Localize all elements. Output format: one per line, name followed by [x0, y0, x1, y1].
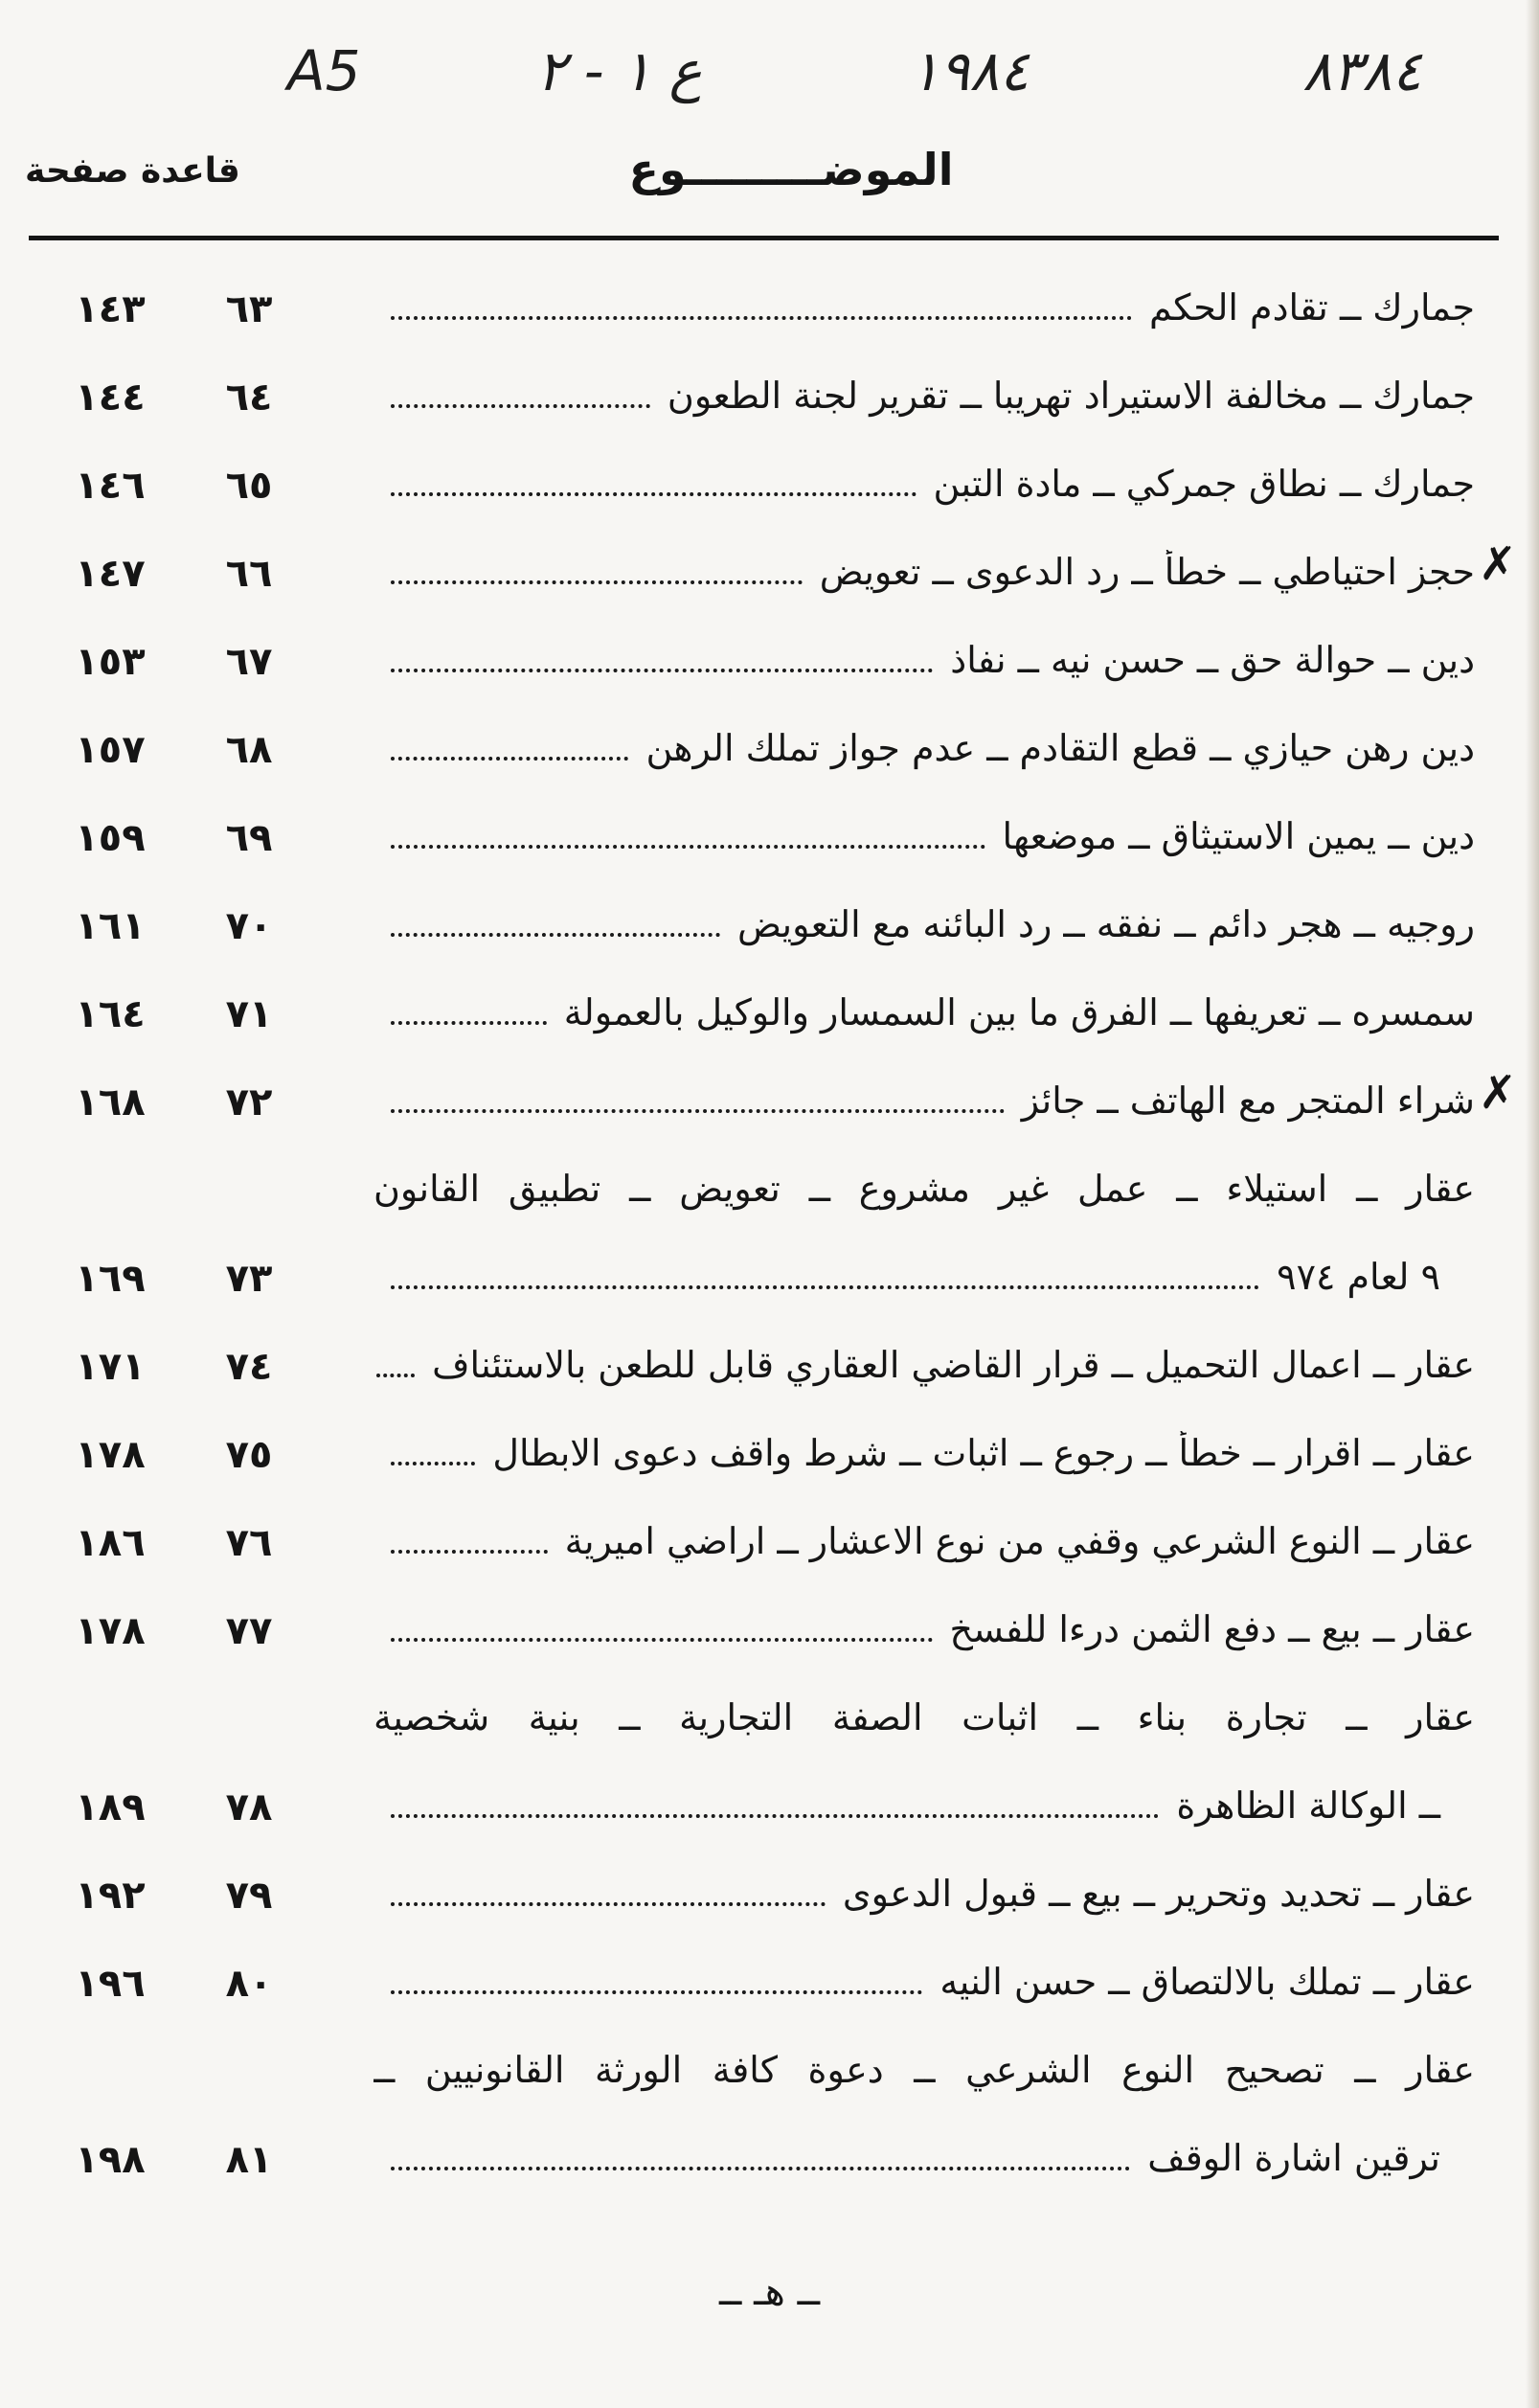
entry-topic-line: [373, 902, 1475, 946]
entry-topic-line: [373, 1607, 1475, 1651]
entry-rule-number: ٧٧: [225, 1609, 273, 1653]
handwritten-cross-mark: ✗: [1478, 537, 1517, 591]
entry-topic: دين ــ حوالة حق ــ حسن نيه ــ نفاذ: [950, 639, 1475, 681]
toc-entry: [57, 1414, 1475, 1502]
entry-topic: عقار ــ بيع ــ دفع الثمن درءا للفسخ: [949, 1608, 1475, 1650]
entry-page-number: ١٦٨: [75, 1080, 146, 1124]
dot-leader: [391, 757, 628, 761]
entry-topic: جمارك ــ نطاق جمركي ــ مادة التبن: [933, 463, 1475, 505]
dot-leader: [376, 1374, 415, 1377]
entry-rule-number: ٦٩: [225, 816, 273, 860]
dot-leader: [391, 316, 1132, 320]
number-column-headings: [25, 151, 240, 191]
entry-topic-line: [373, 814, 1475, 858]
entry-page-number: ١٥٩: [75, 816, 146, 860]
dot-leader: [391, 1902, 826, 1906]
entry-topic: روجيه ــ هجر دائم ــ نفقه ــ رد البائنه مع التعويض: [736, 903, 1475, 945]
entry-page-number: ١٧٨: [75, 1433, 146, 1477]
entry-page-number: ١٩٨: [75, 2138, 146, 2182]
dot-leader: [391, 845, 985, 849]
handwritten-annotations: [0, 38, 1539, 144]
toc-entry: [57, 1061, 1517, 1149]
entry-page-number: ١٤٦: [75, 464, 146, 508]
dot-leader: [391, 492, 917, 496]
entry-rule-number: ٧٩: [225, 1874, 273, 1918]
entry-rule-number: ٦٤: [225, 375, 273, 420]
entry-topic: شراء المتجر مع الهاتف ــ جائز: [1021, 1079, 1475, 1122]
entry-topic-continuation: ٩ لعام ٩٧٤: [1277, 1256, 1440, 1298]
dot-leader: [391, 1990, 922, 1994]
entry-rule-number: ٧٥: [225, 1433, 273, 1477]
entry-topic: جمارك ــ تقادم الحكم: [1149, 286, 1475, 329]
entry-page-number: ١٤٤: [75, 375, 146, 420]
dot-leader: [391, 669, 933, 672]
entry-rule-number: ٦٥: [225, 464, 273, 508]
dot-leader: [391, 1109, 1005, 1113]
entry-topic-line: [373, 1872, 1475, 1916]
entry-rule-number: ٨٠: [225, 1962, 273, 2006]
topic-column-heading: الموضـــــــــوع: [628, 144, 954, 195]
entry-topic-continuation: ترقين اشارة الوقف: [1147, 2137, 1440, 2179]
entry-topic-line: [373, 285, 1475, 329]
entry-topic: جمارك ــ مخالفة الاستيراد تهريبا ــ تقرير لجنة الطعون: [667, 375, 1475, 417]
entry-rule-number: ٧٠: [225, 904, 273, 948]
entry-rule-number: ٧٨: [225, 1785, 273, 1829]
dot-leader: [391, 1638, 933, 1642]
entry-page-number: ١٥٣: [75, 640, 146, 684]
toc-entry: [57, 621, 1475, 709]
entry-rule-number: ٦٧: [225, 640, 273, 684]
handwritten-mark: ع ١ - ٢: [536, 38, 703, 103]
entry-topic-line: [373, 1079, 1475, 1123]
entry-topic-line: [373, 638, 1475, 682]
table-header: [25, 144, 1500, 220]
dot-leader: [391, 404, 650, 408]
entry-topic: عقار ــ النوع الشرعي وقفي من نوع الاعشار ــ اراضي اميرية: [564, 1520, 1475, 1562]
entry-page-number: ١٧١: [75, 1345, 146, 1389]
entry-topic-line: [373, 2136, 1475, 2180]
toc-entry: [57, 1942, 1475, 2031]
entry-page-number: ١٤٧: [75, 552, 146, 596]
entry-topic: دين ــ يمين الاستيثاق ــ موضعها: [1002, 815, 1475, 857]
toc-entry: [57, 797, 1475, 885]
entry-topic-line: [373, 1960, 1475, 2004]
handwritten-mark: ١٩٨٤: [910, 38, 1030, 103]
entry-page-number: ١٧٨: [75, 1609, 146, 1653]
entry-topic-line: [373, 1431, 1475, 1475]
entry-topic-line: [373, 462, 1475, 506]
entry-rule-number: ٨١: [225, 2138, 273, 2182]
entry-topic-line: [373, 374, 1475, 418]
entry-page-number: ١٦١: [75, 904, 146, 948]
entry-rule-number: ٧١: [225, 992, 273, 1036]
entry-topic-line: [373, 1519, 1475, 1563]
toc-entry: [57, 973, 1475, 1061]
handwritten-cross-mark: ✗: [1478, 1066, 1517, 1120]
dot-leader: [391, 1021, 547, 1025]
entry-topic: عقار ــ تجارة بناء ــ اثبات الصفة التجارية ــ بنية شخصية: [373, 1696, 1475, 1738]
entry-topic-line: [373, 726, 1475, 770]
toc-entry: [57, 268, 1475, 356]
entry-rule-number: ٧٦: [225, 1521, 273, 1565]
entry-topic: عقار ــ اعمال التحميل ــ قرار القاضي العقاري قابل للطعن بالاستئناف: [432, 1344, 1475, 1386]
entry-rule-number: ٧٣: [225, 1257, 273, 1301]
entry-topic-line: [373, 550, 1475, 594]
entry-topic: عقار ــ استيلاء ــ عمل غير مشروع ــ تعويض ــ تطبيق القانون: [373, 1168, 1475, 1210]
entry-topic-line: [373, 990, 1475, 1034]
toc-entry: [57, 1326, 1475, 1414]
entry-topic-line: [373, 1255, 1475, 1299]
handwritten-mark: ٨٣٨٤: [1302, 38, 1422, 103]
entry-topic: عقار ــ اقرار ــ خطأ ــ رجوع ــ اثبات ــ شرط واقف دعوى الابطال: [492, 1432, 1475, 1474]
table-of-contents: [57, 268, 1517, 2207]
toc-entry: [57, 444, 1475, 533]
entry-page-number: ١٦٤: [75, 992, 146, 1036]
entry-topic: حجز احتياطي ــ خطأ ــ رد الدعوى ــ تعويض: [819, 551, 1475, 593]
toc-entry: [57, 1149, 1475, 1326]
toc-entry: [57, 2031, 1475, 2207]
dot-leader: [391, 2167, 1130, 2170]
toc-entry: [57, 1590, 1475, 1678]
toc-entry: [57, 885, 1475, 973]
handwritten-mark: A5: [287, 38, 361, 103]
entry-topic-line: [373, 1343, 1475, 1387]
header-divider: [29, 236, 1499, 240]
toc-entry: [57, 1854, 1475, 1942]
entry-topic: عقار ــ تحديد وتحرير ــ بيع ــ قبول الدعوى: [842, 1873, 1475, 1915]
entry-topic: عقار ــ تملك بالالتصاق ــ حسن النيه: [939, 1961, 1475, 2003]
toc-entry: [57, 709, 1475, 797]
dot-leader: [391, 933, 720, 937]
entry-page-number: ١٨٦: [75, 1521, 146, 1565]
entry-page-number: ١٩٢: [75, 1874, 146, 1918]
entry-rule-number: ٧٢: [225, 1080, 273, 1124]
toc-entry: [57, 356, 1475, 444]
toc-entry: [57, 1678, 1475, 1854]
entry-topic-line: [373, 1783, 1475, 1828]
entry-page-number: ١٦٩: [75, 1257, 146, 1301]
dot-leader: [391, 580, 803, 584]
entry-topic-continuation: ــ الوكالة الظاهرة: [1176, 1784, 1440, 1827]
entry-topic: دين رهن حيازي ــ قطع التقادم ــ عدم جواز تملك الرهن: [645, 727, 1475, 769]
dot-leader: [391, 1462, 475, 1465]
entry-topic: عقار ــ تصحيح النوع الشرعي ــ دعوة كافة الورثة القانونيين ــ: [373, 2049, 1475, 2091]
entry-page-number: ١٨٩: [75, 1785, 146, 1829]
entry-rule-number: ٦٨: [225, 728, 273, 772]
entry-page-number: ١٩٦: [75, 1962, 146, 2006]
dot-leader: [391, 1814, 1159, 1818]
dot-leader: [391, 1550, 548, 1554]
rule-column-heading: قاعدة: [141, 151, 240, 191]
toc-entry: [57, 1502, 1475, 1590]
entry-page-number: ١٤٣: [75, 287, 146, 331]
entry-rule-number: ٦٣: [225, 287, 273, 331]
page-column-heading: صفحة: [25, 151, 129, 191]
scan-edge-shadow: [1526, 0, 1539, 2408]
entry-topic: سمسره ــ تعريفها ــ الفرق ما بين السمسار والوكيل بالعمولة: [563, 991, 1475, 1034]
entry-page-number: ١٥٧: [75, 728, 146, 772]
toc-entry: [57, 533, 1517, 621]
dot-leader: [391, 1285, 1259, 1289]
entry-rule-number: ٧٤: [225, 1345, 273, 1389]
page-marker: ــ هـ ــ: [718, 2270, 821, 2314]
entry-rule-number: ٦٦: [225, 552, 273, 596]
